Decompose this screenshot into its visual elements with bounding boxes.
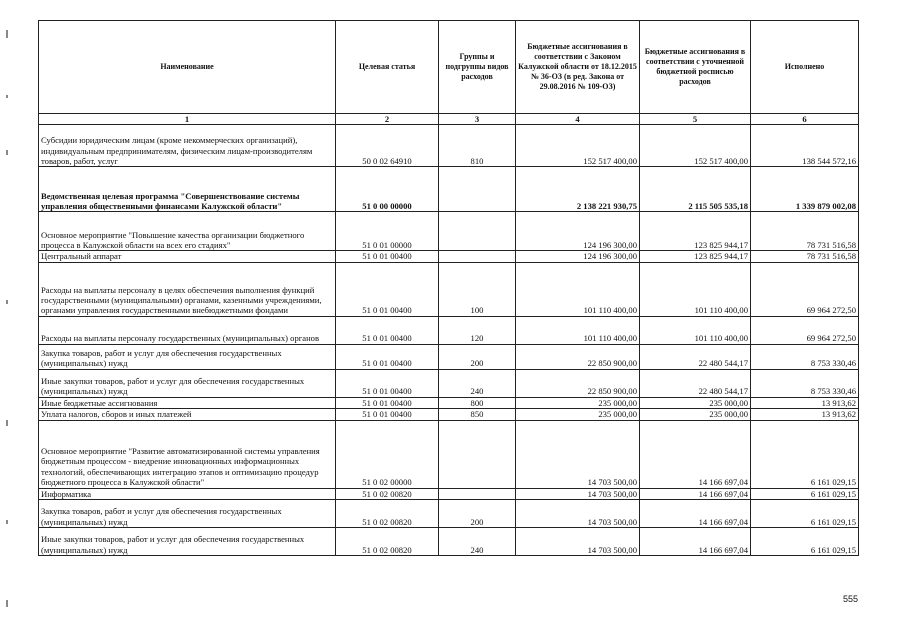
row-law-amount: 14 703 500,00 — [516, 528, 640, 556]
table-row — [39, 344, 859, 369]
row-target-code: 51 0 02 00000 — [336, 420, 439, 488]
row-executed-amount: 78 731 516,58 — [751, 212, 859, 251]
row-group: 200 — [439, 500, 516, 528]
table-row — [39, 420, 859, 488]
row-name: Уплата налогов, сборов и иных платежей — [39, 409, 336, 420]
column-number: 1 — [39, 114, 336, 125]
row-group: 810 — [439, 125, 516, 167]
row-group: 240 — [439, 528, 516, 556]
row-target-code: 51 0 01 00400 — [336, 251, 439, 262]
row-group: 240 — [439, 369, 516, 397]
row-law-amount: 235 000,00 — [516, 397, 640, 408]
scan-margin-marks — [0, 0, 14, 640]
table-row — [39, 125, 859, 167]
column-number-row — [39, 114, 859, 125]
row-name: Центральный аппарат — [39, 251, 336, 262]
table-row — [39, 167, 859, 212]
row-target-code: 51 0 01 00400 — [336, 369, 439, 397]
header-name: Наименование — [39, 21, 336, 114]
row-refined-amount: 14 166 697,04 — [640, 500, 751, 528]
row-target-code: 51 0 01 00000 — [336, 212, 439, 251]
row-executed-amount: 69 964 272,50 — [751, 262, 859, 316]
row-target-code: 51 0 01 00400 — [336, 316, 439, 344]
row-law-amount: 14 703 500,00 — [516, 500, 640, 528]
row-executed-amount: 13 913,62 — [751, 397, 859, 408]
page-number: 555 — [843, 594, 859, 604]
row-target-code: 51 0 02 00820 — [336, 500, 439, 528]
table-row — [39, 369, 859, 397]
header-expense-groups: Группы и подгруппы видов расходов — [439, 21, 516, 114]
budget-table — [38, 20, 859, 556]
row-executed-amount: 78 731 516,58 — [751, 251, 859, 262]
row-group: 100 — [439, 262, 516, 316]
row-group: 800 — [439, 397, 516, 408]
table-row — [39, 262, 859, 316]
row-executed-amount: 8 753 330,46 — [751, 369, 859, 397]
row-law-amount: 235 000,00 — [516, 409, 640, 420]
row-executed-amount: 138 544 572,16 — [751, 125, 859, 167]
row-executed-amount: 6 161 029,15 — [751, 420, 859, 488]
table-row — [39, 488, 859, 499]
header-target-article: Целевая статья — [336, 21, 439, 114]
row-name: Закупка товаров, работ и услуг для обеспечения государственных (муниципальных) нужд — [39, 344, 336, 369]
row-name: Расходы на выплаты персоналу государственных (муниципальных) органов — [39, 316, 336, 344]
row-refined-amount: 123 825 944,17 — [640, 212, 751, 251]
row-law-amount: 124 196 300,00 — [516, 251, 640, 262]
row-target-code: 51 0 01 00400 — [336, 397, 439, 408]
row-law-amount: 14 703 500,00 — [516, 488, 640, 499]
row-target-code: 51 0 02 00820 — [336, 528, 439, 556]
row-target-code: 50 0 02 64910 — [336, 125, 439, 167]
row-group — [439, 420, 516, 488]
row-law-amount: 22 850 900,00 — [516, 369, 640, 397]
row-refined-amount: 235 000,00 — [640, 397, 751, 408]
row-target-code: 51 0 01 00400 — [336, 409, 439, 420]
table-row — [39, 528, 859, 556]
header-refined-allocations: Бюджетные ассигнования в соответствии с уточненной бюджетной росписью расходов — [640, 21, 751, 114]
row-executed-amount: 1 339 879 002,08 — [751, 167, 859, 212]
row-target-code: 51 0 00 00000 — [336, 167, 439, 212]
row-law-amount: 2 138 221 930,75 — [516, 167, 640, 212]
row-target-code: 51 0 01 00400 — [336, 344, 439, 369]
row-name: Иные закупки товаров, работ и услуг для обеспечения государственных (муниципальных) нужд — [39, 528, 336, 556]
row-law-amount: 101 110 400,00 — [516, 262, 640, 316]
table-row — [39, 316, 859, 344]
column-number: 5 — [640, 114, 751, 125]
header-law-allocations: Бюджетные ассигнования в соответствии с Законом Калужской области от 18.12.2015 № 36-ОЗ (в ред. Закона от 29.08.2016 № 109-ОЗ) — [516, 21, 640, 114]
table-row — [39, 500, 859, 528]
row-refined-amount: 123 825 944,17 — [640, 251, 751, 262]
row-name: Ведомственная целевая программа "Совершенствование системы управления общественными финансами Калужской области" — [39, 167, 336, 212]
row-name: Основное мероприятие "Повышение качества организации бюджетного процесса в Калужской области на всех его стадиях" — [39, 212, 336, 251]
row-executed-amount: 8 753 330,46 — [751, 344, 859, 369]
row-target-code: 51 0 02 00820 — [336, 488, 439, 499]
row-refined-amount: 101 110 400,00 — [640, 262, 751, 316]
row-law-amount: 152 517 400,00 — [516, 125, 640, 167]
row-refined-amount: 14 166 697,04 — [640, 420, 751, 488]
row-group — [439, 212, 516, 251]
row-law-amount: 124 196 300,00 — [516, 212, 640, 251]
row-law-amount: 14 703 500,00 — [516, 420, 640, 488]
row-executed-amount: 6 161 029,15 — [751, 500, 859, 528]
row-refined-amount: 2 115 505 535,18 — [640, 167, 751, 212]
row-name: Информатика — [39, 488, 336, 499]
row-executed-amount: 69 964 272,50 — [751, 316, 859, 344]
header-row — [39, 21, 859, 114]
row-executed-amount: 6 161 029,15 — [751, 488, 859, 499]
row-name: Субсидии юридическим лицам (кроме некоммерческих организаций), индивидуальным предпринимателям, физическим лицам-производителям товаров, работ, услуг — [39, 125, 336, 167]
row-group: 120 — [439, 316, 516, 344]
row-refined-amount: 152 517 400,00 — [640, 125, 751, 167]
column-number: 4 — [516, 114, 640, 125]
table-row — [39, 251, 859, 262]
row-refined-amount: 14 166 697,04 — [640, 528, 751, 556]
row-group — [439, 251, 516, 262]
row-name: Закупка товаров, работ и услуг для обеспечения государственных (муниципальных) нужд — [39, 500, 336, 528]
row-executed-amount: 6 161 029,15 — [751, 528, 859, 556]
row-group: 850 — [439, 409, 516, 420]
row-law-amount: 22 850 900,00 — [516, 344, 640, 369]
header-executed: Исполнено — [751, 21, 859, 114]
row-refined-amount: 101 110 400,00 — [640, 316, 751, 344]
table-row — [39, 397, 859, 408]
row-executed-amount: 13 913,62 — [751, 409, 859, 420]
row-name: Иные закупки товаров, работ и услуг для обеспечения государственных (муниципальных) нужд — [39, 369, 336, 397]
row-refined-amount: 22 480 544,17 — [640, 369, 751, 397]
table-row — [39, 409, 859, 420]
row-refined-amount: 22 480 544,17 — [640, 344, 751, 369]
column-number: 2 — [336, 114, 439, 125]
row-name: Основное мероприятие "Развитие автоматизированной системы управления бюджетным процессом - внедрение инновационных информационных технологий, обеспечивающих интеграцию этапов и оптимизацию процедур бюджетного процесса в Калужской области" — [39, 420, 336, 488]
row-group — [439, 488, 516, 499]
row-group — [439, 167, 516, 212]
row-name: Расходы на выплаты персоналу в целях обеспечения выполнения функций государственными (муниципальными) органами, казенными учреждениями, органами управления государственными внебюджетными фондами — [39, 262, 336, 316]
row-refined-amount: 235 000,00 — [640, 409, 751, 420]
row-refined-amount: 14 166 697,04 — [640, 488, 751, 499]
row-law-amount: 101 110 400,00 — [516, 316, 640, 344]
table-row — [39, 212, 859, 251]
column-number: 6 — [751, 114, 859, 125]
row-name: Иные бюджетные ассигнования — [39, 397, 336, 408]
row-target-code: 51 0 01 00400 — [336, 262, 439, 316]
column-number: 3 — [439, 114, 516, 125]
row-group: 200 — [439, 344, 516, 369]
